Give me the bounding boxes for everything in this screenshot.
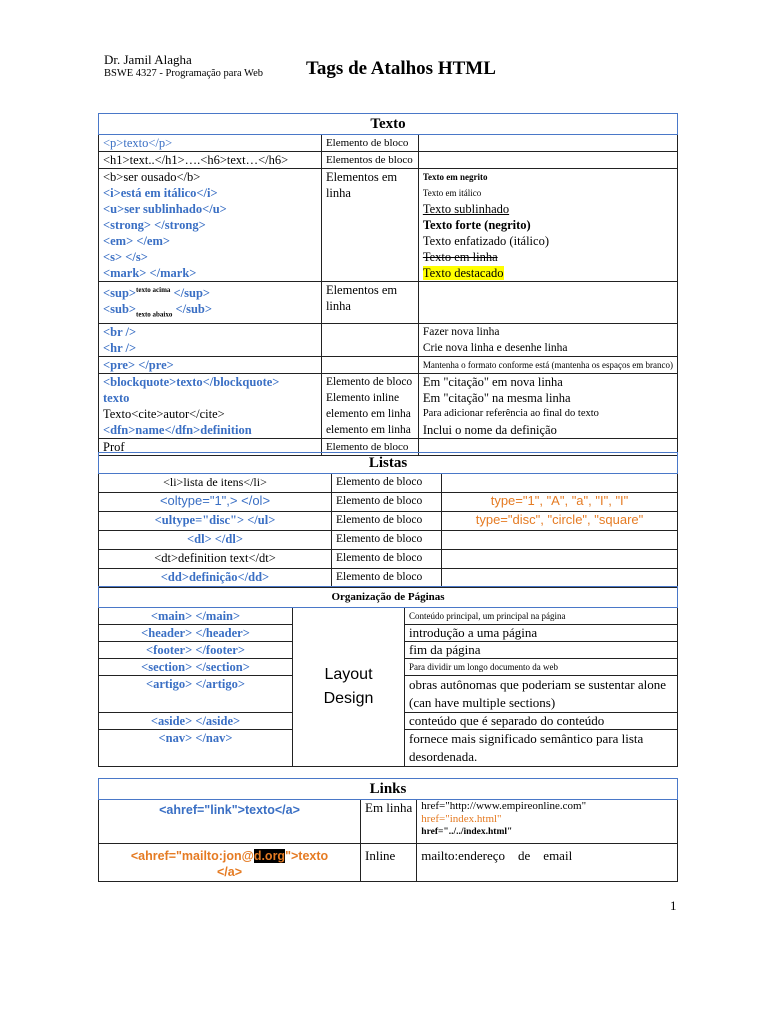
tag-cite: Texto<cite>autor</cite> xyxy=(103,406,225,421)
desc-cite: Para adicionar referência ao final do texto xyxy=(422,407,599,419)
desc-a-1: href="http://www.empireonline.com" xyxy=(421,800,587,812)
tag-sub-close: </sub> xyxy=(172,302,212,317)
author-name: Dr. Jamil Alagha xyxy=(104,52,192,67)
type-cite: elemento em linha xyxy=(325,407,411,420)
tag-nav: <nav> </nav> xyxy=(99,730,293,767)
tag-b: <b>ser ousado</b> xyxy=(103,170,201,184)
desc-s: Texto em linha xyxy=(422,250,498,264)
texto-table xyxy=(98,113,678,456)
section-title-texto: Texto xyxy=(99,114,678,135)
tag-u: <u>ser sublinhado</u> xyxy=(103,202,227,216)
desc-a-3: href="../../index.html" xyxy=(421,827,513,837)
desc-li xyxy=(442,474,678,493)
tag-sup-close: </sup> xyxy=(170,286,211,301)
desc-dd xyxy=(442,569,678,588)
desc-ul: type="disc", "circle", "square" xyxy=(442,512,678,531)
tag-dl: <dl> </dl> xyxy=(99,531,332,550)
course-name: BSWE 4327 - Programação para Web xyxy=(104,68,264,79)
desc-a-2: href="index.html" xyxy=(421,813,502,825)
desc-hr: Crie nova linha e desenhe linha xyxy=(422,341,568,354)
type-h: Elementos de bloco xyxy=(321,152,418,169)
type-prof: Elemento de bloco xyxy=(321,438,418,455)
type-a: Em linha xyxy=(361,800,417,844)
desc-mark: Texto destacado xyxy=(422,266,504,280)
tag-dfn: <dfn>name</dfn>definition xyxy=(103,422,252,437)
org-table xyxy=(98,586,678,767)
section-title-org: Organização de Páginas xyxy=(99,587,678,608)
desc-blockquote: Em "citação" em nova linha xyxy=(422,374,563,389)
type-supsub: Elementos em linha xyxy=(321,282,418,324)
tag-mailto-pre: <ahref="mailto:jon@ xyxy=(130,849,254,863)
tag-br: <br /> xyxy=(103,324,137,339)
tag-sup-inner: texto acima xyxy=(136,286,171,294)
desc-dl xyxy=(442,531,678,550)
tag-dt: <dt>definition text</dt> xyxy=(99,550,332,569)
tag-mark: <mark> </mark> xyxy=(103,266,197,280)
desc-dfn: Inclui o nome da definição xyxy=(422,422,557,437)
tag-header: <header> </header> xyxy=(99,625,293,642)
tag-pre: <pre> </pre> xyxy=(99,356,322,373)
tag-mailto-post: ">texto xyxy=(285,849,329,863)
tag-q: texto xyxy=(103,390,130,405)
type-p: Elemento de bloco xyxy=(321,135,418,152)
type-dt: Elemento de bloco xyxy=(332,550,442,569)
tag-sup-open: <sup> xyxy=(103,286,137,301)
desc-artigo: obras autônomas que poderiam se sustentar alone (can have multiple sections) xyxy=(405,676,678,713)
type-ol: Elemento de bloco xyxy=(332,493,442,512)
tag-s: <s> </s> xyxy=(103,250,148,264)
page-title: Tags de Atalhos HTML xyxy=(306,58,496,79)
desc-main: Conteúdo principal, um principal na página xyxy=(405,608,678,625)
type-mailto: Inline xyxy=(361,844,417,882)
tag-section: <section> </section> xyxy=(99,659,293,676)
type-dl: Elemento de bloco xyxy=(332,531,442,550)
type-q: Elemento inline xyxy=(325,391,400,404)
tag-aside: <aside> </aside> xyxy=(99,713,293,730)
type-dd: Elemento de bloco xyxy=(332,569,442,588)
desc-footer: fim da página xyxy=(405,642,678,659)
tag-sub-open: <sub> xyxy=(103,302,137,317)
tag-p: <p>texto</p> xyxy=(99,135,322,152)
tag-em: <em> </em> xyxy=(103,234,171,248)
tag-ul: <ultype="disc"> </ul> xyxy=(99,512,332,531)
section-title-listas: Listas xyxy=(99,453,678,474)
tag-blockquote: <blockquote>texto</blockquote> xyxy=(103,374,280,389)
tag-main: <main> </main> xyxy=(99,608,293,625)
desc-dt xyxy=(442,550,678,569)
desc-aside: conteúdo que é separado do conteúdo xyxy=(405,713,678,730)
tag-footer: <footer> </footer> xyxy=(99,642,293,659)
listas-table xyxy=(98,452,678,588)
desc-q: Em "citação" na mesma linha xyxy=(422,390,571,405)
layout-label-1: Layout xyxy=(324,666,373,683)
tag-li: <li>lista de itens</li> xyxy=(99,474,332,493)
tag-artigo: <artigo> </artigo> xyxy=(99,676,293,713)
type-li: Elemento de bloco xyxy=(332,474,442,493)
tag-ol: <oltype="1",> </ol> xyxy=(99,493,332,512)
layout-label-2: Design xyxy=(323,690,374,707)
tag-dd: <dd>definição</dd> xyxy=(99,569,332,588)
tag-a: <ahref="link">texto</a> xyxy=(99,800,361,844)
page-number: 1 xyxy=(670,898,677,913)
tag-strong: <strong> </strong> xyxy=(103,218,206,232)
desc-nav: fornece mais significado semântico para lista desordenada. xyxy=(405,730,678,767)
tag-i: <i>está em itálico</i> xyxy=(103,186,218,200)
desc-b: Texto em negrito xyxy=(422,172,488,182)
desc-i: Texto em itálico xyxy=(422,188,482,198)
desc-p xyxy=(418,135,677,152)
type-inline: Elementos em linha xyxy=(321,169,418,282)
links-table xyxy=(98,778,678,882)
tag-mailto-highlight: d.org xyxy=(253,849,286,863)
desc-section: Para dividir um longo documento da web xyxy=(405,659,678,676)
section-title-links: Links xyxy=(99,779,678,800)
desc-strong: Texto forte (negrito) xyxy=(422,218,531,232)
tag-sub-inner: texto abaixo xyxy=(136,310,173,319)
tag-hr: <hr /> xyxy=(103,340,137,355)
tag-mailto-close: </a> xyxy=(216,865,243,879)
type-ul: Elemento de bloco xyxy=(332,512,442,531)
type-dfn: elemento em linha xyxy=(325,423,411,436)
desc-em: Texto enfatizado (itálico) xyxy=(422,234,549,248)
desc-mailto: mailto:endereço de email xyxy=(417,844,678,882)
desc-br: Fazer nova linha xyxy=(422,325,500,338)
tag-h: <h1>text..</h1>….<h6>text…</h6> xyxy=(99,152,322,169)
type-blockquote: Elemento de bloco xyxy=(325,375,413,388)
tag-prof: Prof xyxy=(99,438,322,455)
desc-pre: Mantenha o formato conforme está (mantenha os espaços em branco) xyxy=(418,356,677,373)
desc-ol: type="1", "A", "a", "I", "I" xyxy=(442,493,678,512)
desc-header: introdução a uma página xyxy=(405,625,678,642)
desc-h xyxy=(418,152,677,169)
desc-u: Texto sublinhado xyxy=(422,202,510,216)
